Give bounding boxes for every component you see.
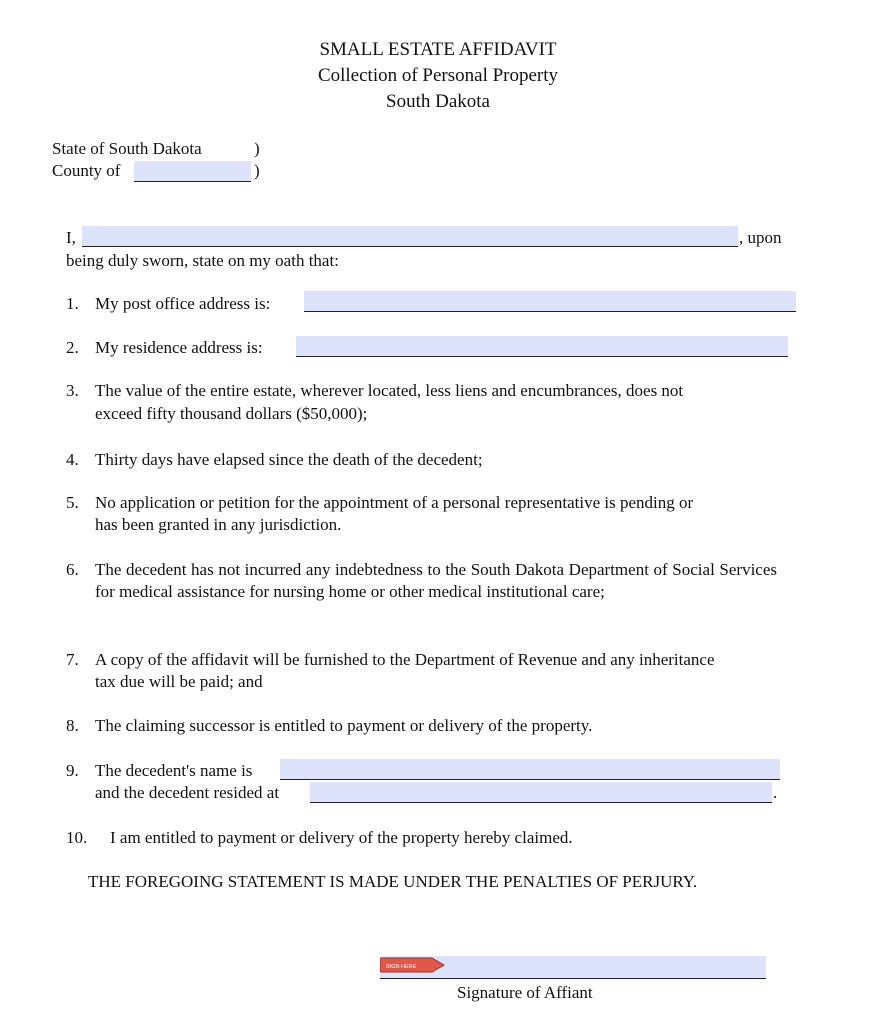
perjury-statement: THE FOREGOING STATEMENT IS MADE UNDER THE PENALTIES OF PERJURY. xyxy=(88,872,698,891)
decedent-residence-label: and the decedent resided at xyxy=(95,783,280,802)
item-number: 9. xyxy=(66,761,79,780)
decedent-name-label: The decedent's name is xyxy=(95,761,253,780)
decedent-residence-field[interactable] xyxy=(310,782,772,803)
affiant-name-field[interactable] xyxy=(82,226,738,247)
item-8-text: The claiming successor is entitled to payment or delivery of the property. xyxy=(95,716,593,735)
item-4-text: Thirty days have elapsed since the death of the decedent; xyxy=(95,450,483,469)
venue-paren-2: ) xyxy=(254,161,260,180)
decedent-residence-period: . xyxy=(773,783,778,802)
item-number: 8. xyxy=(66,716,79,735)
item-7-line-1: A copy of the affidavit will be furnished to the Department of Revenue and any inheritance xyxy=(95,650,715,669)
decedent-name-field[interactable] xyxy=(280,759,780,780)
venue-state-label: State of South Dakota xyxy=(52,139,202,158)
item-3-line-1: The value of the entire estate, wherever located, less liens and encumbrances, does not xyxy=(95,381,684,400)
residence-label: My residence address is: xyxy=(95,338,263,357)
item-number: 2. xyxy=(66,338,79,357)
item-number: 5. xyxy=(66,493,79,512)
intro-suffix: , upon xyxy=(739,228,782,247)
sign-here-label: SIGN HERE xyxy=(386,964,417,970)
item-10-text: I am entitled to payment or delivery of the property hereby claimed. xyxy=(110,828,573,847)
item-number: 10. xyxy=(66,828,88,847)
item-number: 6. xyxy=(66,560,79,579)
post-office-label: My post office address is: xyxy=(95,294,271,313)
county-field[interactable] xyxy=(134,161,251,182)
signature-caption: Signature of Affiant xyxy=(457,983,593,1002)
post-office-address-field[interactable] xyxy=(304,291,796,312)
item-5-line-2: has been granted in any jurisdiction. xyxy=(95,515,342,534)
venue-paren-1: ) xyxy=(254,139,260,158)
intro-prefix: I, xyxy=(66,228,76,247)
item-5-line-1: No application or petition for the appointment of a personal representative is pending or xyxy=(95,493,694,512)
item-number: 1. xyxy=(66,294,79,313)
item-number: 7. xyxy=(66,650,79,669)
item-number: 3. xyxy=(66,381,79,400)
intro-line-2: being duly sworn, state on my oath that: xyxy=(66,251,339,270)
document-subtitle: Collection of Personal Property xyxy=(317,65,559,86)
document-title: SMALL ESTATE AFFIDAVIT xyxy=(319,39,557,60)
document-state-heading: South Dakota xyxy=(386,91,490,112)
item-number: 4. xyxy=(66,450,79,469)
item-7-line-2: tax due will be paid; and xyxy=(95,672,263,691)
item-6-text: The decedent has not incurred any indebtedness to the South Dakota Department of Social Services for medical assistance for nursing home or other medical institutional care; xyxy=(95,560,777,601)
residence-address-field[interactable] xyxy=(296,336,788,357)
item-3-line-2: exceed fifty thousand dollars ($50,000); xyxy=(95,404,368,423)
sign-here-tab[interactable] xyxy=(380,957,446,973)
venue-county-label: County of xyxy=(52,161,121,180)
